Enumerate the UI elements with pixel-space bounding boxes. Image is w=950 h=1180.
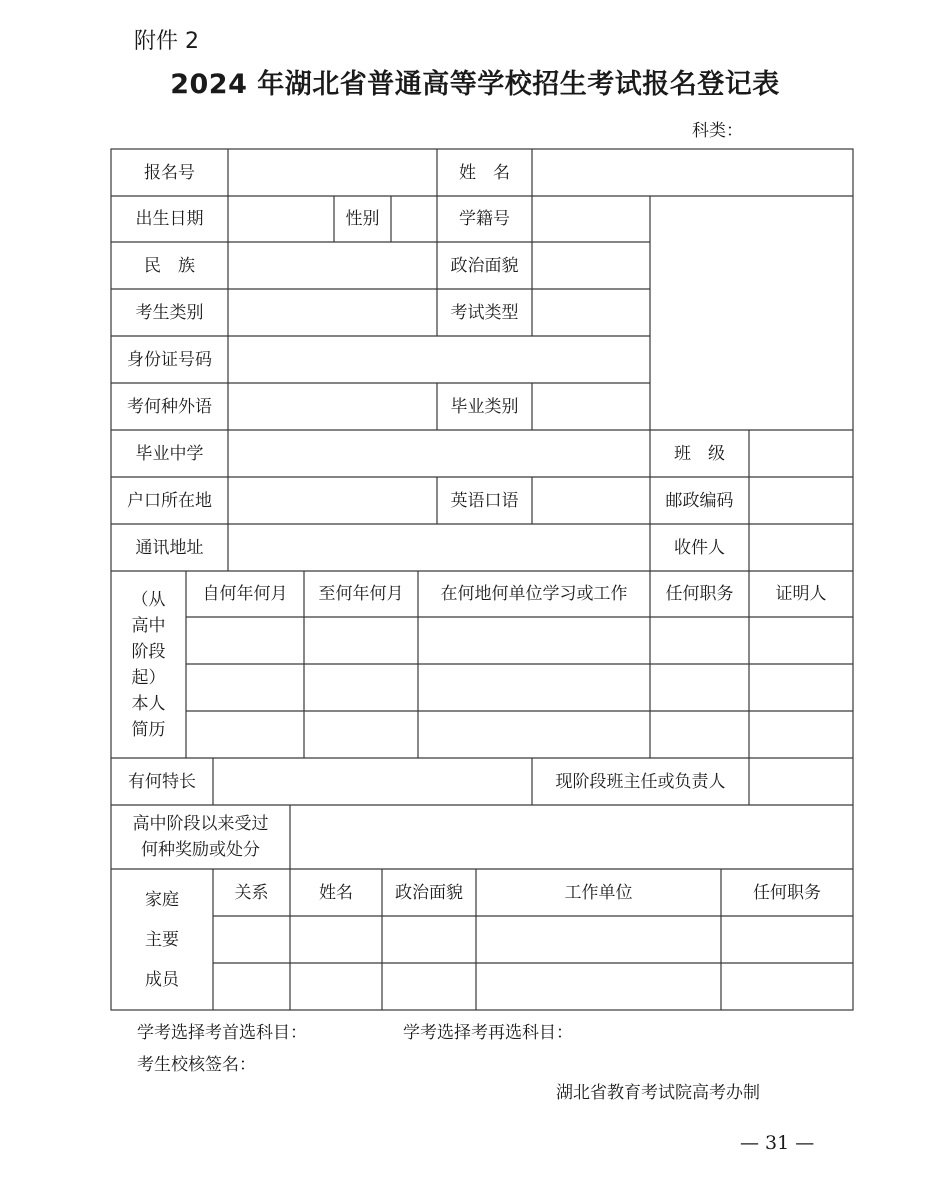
class-label: 班 级 xyxy=(674,443,725,464)
reg-no-label: 报名号 xyxy=(144,162,195,183)
name-label: 姓 名 xyxy=(459,162,510,183)
resume-side-line: 起） xyxy=(131,668,166,688)
family-col-relation: 关系 xyxy=(234,882,269,903)
resume-side-line: 高中 xyxy=(131,616,166,636)
family-col-position: 任何职务 xyxy=(753,882,821,903)
resume-col-from: 自何年何月 xyxy=(202,584,288,604)
family-side-line: 主要 xyxy=(145,930,179,950)
hukou-label: 户口所在地 xyxy=(127,490,212,511)
rewards-label xyxy=(111,805,290,869)
resume-col-place: 在何地何单位学习或工作 xyxy=(440,584,628,604)
resume-side-line: （从 xyxy=(131,590,166,610)
candidate-type-label: 考生类别 xyxy=(135,302,204,323)
teacher-label: 现阶段班主任或负责人 xyxy=(555,771,726,792)
student-no-label: 学籍号 xyxy=(459,209,510,229)
rewards-label-line: 何种奖励或处分 xyxy=(141,840,260,860)
address-label: 通讯地址 xyxy=(135,537,204,558)
second-subject-label: 学考选择考再选科目： xyxy=(403,1023,573,1043)
family-col-name: 姓名 xyxy=(319,882,353,903)
ethnicity-label: 民 族 xyxy=(144,255,195,276)
postal-code-label: 邮政编码 xyxy=(665,490,734,511)
resume-side-label xyxy=(111,590,186,740)
graduate-school-label: 毕业中学 xyxy=(135,443,204,464)
resume-side-line: 简历 xyxy=(131,720,166,740)
family-side-line: 家庭 xyxy=(145,890,179,910)
exam-type-label: 考试类型 xyxy=(450,302,519,323)
family-col-workplace: 工作单位 xyxy=(564,882,633,903)
signature-label: 考生校核签名： xyxy=(137,1055,256,1075)
resume-col-position: 任何职务 xyxy=(665,584,734,604)
birth-date-label: 出生日期 xyxy=(135,209,204,229)
family-side-label xyxy=(111,880,213,1000)
gender-label: 性别 xyxy=(345,209,380,229)
id-number-label: 身份证号码 xyxy=(127,349,212,370)
family-col-political: 政治面貌 xyxy=(395,882,463,903)
political-status-label: 政治面貌 xyxy=(450,255,519,276)
first-subject-label: 学考选择考首选科目： xyxy=(137,1023,307,1043)
resume-side-line: 本人 xyxy=(131,694,166,714)
subject-label: 科类： xyxy=(692,121,743,141)
rewards-label-line: 高中阶段以来受过 xyxy=(132,814,269,834)
graduate-type-label: 毕业类别 xyxy=(450,396,519,417)
annex-label: 附件 2 xyxy=(134,29,199,54)
foreign-language-label: 考何种外语 xyxy=(127,396,212,417)
recipient-label: 收件人 xyxy=(674,537,725,558)
resume-col-witness: 证明人 xyxy=(775,584,827,604)
english-oral-label: 英语口语 xyxy=(450,490,519,511)
family-side-line: 成员 xyxy=(145,970,179,990)
page-number: — 31 — xyxy=(740,1132,815,1154)
page-title: 2024 年湖北省普通高等学校招生考试报名登记表 xyxy=(170,69,780,100)
resume-col-to: 至何年何月 xyxy=(318,584,404,604)
resume-side-line: 阶段 xyxy=(131,642,166,662)
issuer-label: 湖北省教育考试院高考办制 xyxy=(556,1083,760,1103)
specialty-label: 有何特长 xyxy=(128,771,196,792)
